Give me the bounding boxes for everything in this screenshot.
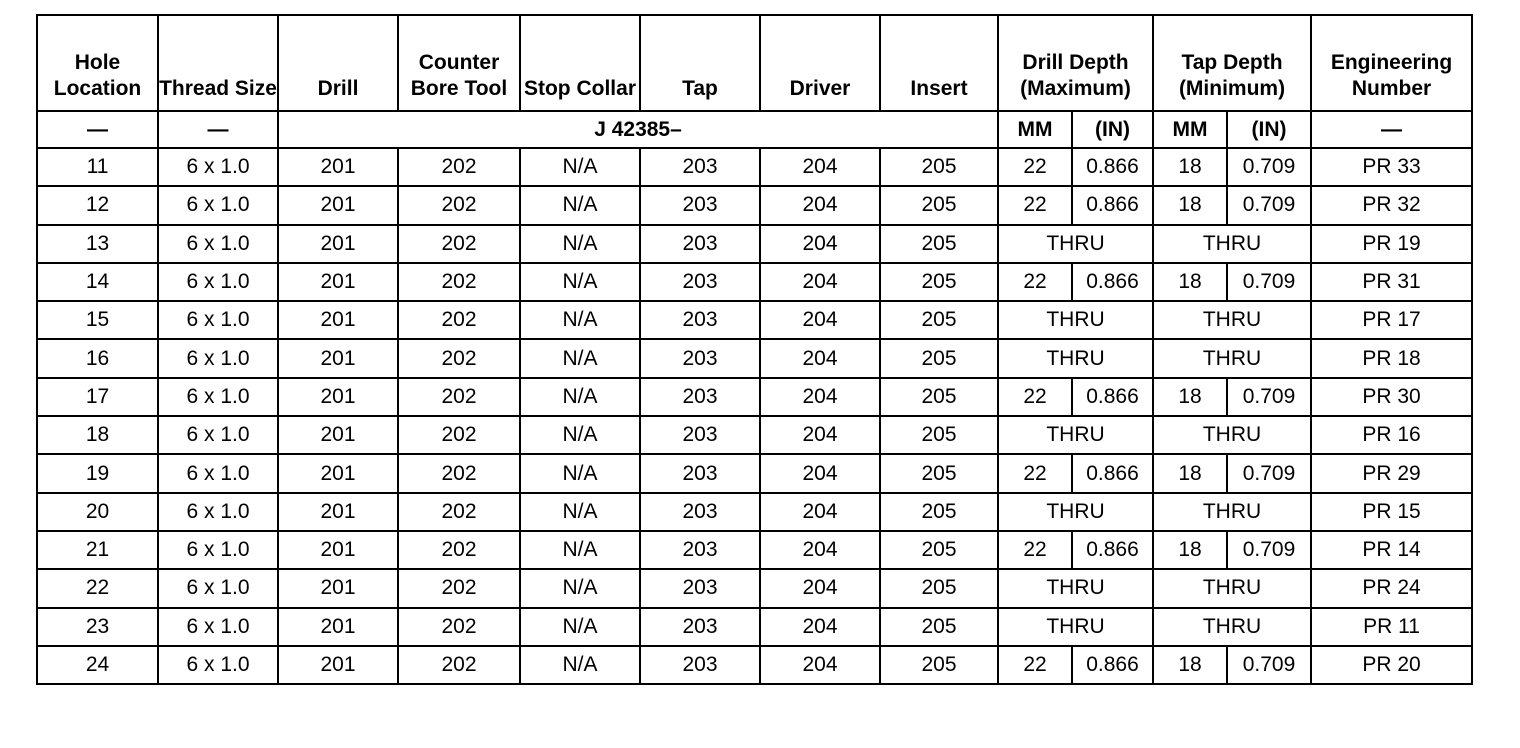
cell-thread-size: 6 x 1.0 (158, 301, 278, 339)
cell-drill: 201 (278, 493, 398, 531)
header-stop-collar: Stop Collar (520, 15, 640, 111)
tool-specification-table (36, 14, 1473, 685)
cell-insert: 205 (880, 186, 998, 224)
cell-driver: 204 (760, 416, 880, 454)
cell-driver: 204 (760, 339, 880, 377)
cell-stop-collar: N/A (520, 378, 640, 416)
cell-driver: 204 (760, 608, 880, 646)
cell-drill-depth-thru: THRU (998, 339, 1153, 377)
cell-stop-collar: N/A (520, 493, 640, 531)
cell-engineering-number: PR 18 (1311, 339, 1472, 377)
cell-engineering-number: PR 30 (1311, 378, 1472, 416)
cell-stop-collar: N/A (520, 416, 640, 454)
cell-tap: 203 (640, 569, 760, 607)
cell-counter-bore-tool: 202 (398, 339, 520, 377)
cell-drill-depth-mm: 22 (998, 186, 1072, 224)
table-row (37, 378, 1472, 416)
cell-insert: 205 (880, 148, 998, 186)
cell-driver: 204 (760, 225, 880, 263)
cell-engineering-number: PR 14 (1311, 531, 1472, 569)
cell-insert: 205 (880, 263, 998, 301)
cell-insert: 205 (880, 493, 998, 531)
cell-drill: 201 (278, 225, 398, 263)
cell-drill: 201 (278, 148, 398, 186)
cell-tap-depth-thru: THRU (1153, 569, 1311, 607)
cell-drill-depth-in: 0.866 (1072, 531, 1153, 569)
header-drill: Drill (278, 15, 398, 111)
cell-insert: 205 (880, 339, 998, 377)
table-row (37, 416, 1472, 454)
cell-insert: 205 (880, 531, 998, 569)
cell-insert: 205 (880, 608, 998, 646)
cell-hole-location: 22 (37, 569, 158, 607)
cell-drill-depth-in: 0.866 (1072, 378, 1153, 416)
cell-drill: 201 (278, 301, 398, 339)
cell-driver: 204 (760, 569, 880, 607)
sub-eng: — (1311, 111, 1472, 148)
cell-stop-collar: N/A (520, 646, 640, 684)
cell-engineering-number: PR 11 (1311, 608, 1472, 646)
sub-tap-in: (IN) (1227, 111, 1311, 148)
cell-tap-depth-thru: THRU (1153, 225, 1311, 263)
cell-driver: 204 (760, 493, 880, 531)
cell-drill-depth-mm: 22 (998, 646, 1072, 684)
cell-driver: 204 (760, 378, 880, 416)
cell-hole-location: 13 (37, 225, 158, 263)
cell-engineering-number: PR 24 (1311, 569, 1472, 607)
cell-tap-depth-in: 0.709 (1227, 186, 1311, 224)
header-insert: Insert (880, 15, 998, 111)
cell-thread-size: 6 x 1.0 (158, 608, 278, 646)
cell-tap-depth-thru: THRU (1153, 416, 1311, 454)
cell-tap-depth-mm: 18 (1153, 646, 1227, 684)
cell-drill-depth-thru: THRU (998, 416, 1153, 454)
cell-hole-location: 18 (37, 416, 158, 454)
cell-counter-bore-tool: 202 (398, 416, 520, 454)
cell-tap: 203 (640, 493, 760, 531)
cell-hole-location: 12 (37, 186, 158, 224)
header-counter-bore-tool: Counter Bore Tool (398, 15, 520, 111)
cell-tap-depth-mm: 18 (1153, 378, 1227, 416)
cell-drill-depth-thru: THRU (998, 225, 1153, 263)
cell-drill-depth-mm: 22 (998, 378, 1072, 416)
cell-hole-location: 24 (37, 646, 158, 684)
cell-driver: 204 (760, 263, 880, 301)
header-engineering-number: Engineering Number (1311, 15, 1472, 111)
cell-engineering-number: PR 32 (1311, 186, 1472, 224)
cell-drill: 201 (278, 263, 398, 301)
cell-tap: 203 (640, 186, 760, 224)
table-row (37, 301, 1472, 339)
cell-insert: 205 (880, 646, 998, 684)
cell-counter-bore-tool: 202 (398, 225, 520, 263)
cell-drill: 201 (278, 416, 398, 454)
table-row (37, 608, 1472, 646)
cell-drill-depth-mm: 22 (998, 454, 1072, 492)
cell-tap: 203 (640, 378, 760, 416)
cell-tap-depth-in: 0.709 (1227, 531, 1311, 569)
cell-drill-depth-in: 0.866 (1072, 148, 1153, 186)
sub-drill-in: (IN) (1072, 111, 1153, 148)
cell-tap-depth-mm: 18 (1153, 454, 1227, 492)
cell-stop-collar: N/A (520, 148, 640, 186)
cell-tap: 203 (640, 454, 760, 492)
cell-thread-size: 6 x 1.0 (158, 416, 278, 454)
cell-counter-bore-tool: 202 (398, 454, 520, 492)
cell-thread-size: 6 x 1.0 (158, 339, 278, 377)
cell-stop-collar: N/A (520, 569, 640, 607)
cell-drill-depth-in: 0.866 (1072, 646, 1153, 684)
cell-drill: 201 (278, 454, 398, 492)
cell-driver: 204 (760, 646, 880, 684)
cell-tap-depth-in: 0.709 (1227, 263, 1311, 301)
cell-stop-collar: N/A (520, 186, 640, 224)
cell-drill-depth-in: 0.866 (1072, 186, 1153, 224)
header-tap-depth: Tap Depth (Minimum) (1153, 15, 1311, 111)
cell-thread-size: 6 x 1.0 (158, 225, 278, 263)
cell-thread-size: 6 x 1.0 (158, 378, 278, 416)
cell-tap-depth-thru: THRU (1153, 493, 1311, 531)
table-row (37, 454, 1472, 492)
cell-hole-location: 11 (37, 148, 158, 186)
sub-hole: — (37, 111, 158, 148)
table-row (37, 646, 1472, 684)
cell-hole-location: 15 (37, 301, 158, 339)
sub-tap-mm: MM (1153, 111, 1227, 148)
cell-stop-collar: N/A (520, 339, 640, 377)
cell-insert: 205 (880, 569, 998, 607)
cell-drill-depth-thru: THRU (998, 569, 1153, 607)
cell-drill-depth-thru: THRU (998, 301, 1153, 339)
cell-engineering-number: PR 16 (1311, 416, 1472, 454)
cell-tap-depth-mm: 18 (1153, 186, 1227, 224)
cell-counter-bore-tool: 202 (398, 608, 520, 646)
subheader-row (37, 111, 1472, 148)
cell-tap: 203 (640, 225, 760, 263)
cell-insert: 205 (880, 378, 998, 416)
cell-drill-depth-in: 0.866 (1072, 263, 1153, 301)
cell-drill-depth-thru: THRU (998, 493, 1153, 531)
cell-engineering-number: PR 17 (1311, 301, 1472, 339)
cell-stop-collar: N/A (520, 608, 640, 646)
sub-drill-mm: MM (998, 111, 1072, 148)
cell-hole-location: 20 (37, 493, 158, 531)
cell-tap-depth-in: 0.709 (1227, 454, 1311, 492)
cell-driver: 204 (760, 454, 880, 492)
table-row (37, 225, 1472, 263)
cell-thread-size: 6 x 1.0 (158, 493, 278, 531)
cell-insert: 205 (880, 416, 998, 454)
cell-tap-depth-mm: 18 (1153, 531, 1227, 569)
cell-counter-bore-tool: 202 (398, 569, 520, 607)
cell-drill-depth-mm: 22 (998, 531, 1072, 569)
cell-tap-depth-thru: THRU (1153, 301, 1311, 339)
cell-insert: 205 (880, 225, 998, 263)
cell-engineering-number: PR 29 (1311, 454, 1472, 492)
cell-driver: 204 (760, 531, 880, 569)
cell-driver: 204 (760, 148, 880, 186)
cell-counter-bore-tool: 202 (398, 148, 520, 186)
cell-counter-bore-tool: 202 (398, 186, 520, 224)
cell-insert: 205 (880, 301, 998, 339)
sub-thread: — (158, 111, 278, 148)
cell-engineering-number: PR 19 (1311, 225, 1472, 263)
cell-engineering-number: PR 15 (1311, 493, 1472, 531)
cell-drill: 201 (278, 646, 398, 684)
cell-drill-depth-in: 0.866 (1072, 454, 1153, 492)
cell-stop-collar: N/A (520, 263, 640, 301)
cell-tap: 203 (640, 608, 760, 646)
cell-engineering-number: PR 33 (1311, 148, 1472, 186)
header-drill-depth: Drill Depth (Maximum) (998, 15, 1153, 111)
cell-hole-location: 23 (37, 608, 158, 646)
cell-engineering-number: PR 20 (1311, 646, 1472, 684)
cell-driver: 204 (760, 301, 880, 339)
cell-tap: 203 (640, 339, 760, 377)
cell-stop-collar: N/A (520, 225, 640, 263)
cell-engineering-number: PR 31 (1311, 263, 1472, 301)
cell-insert: 205 (880, 454, 998, 492)
cell-drill: 201 (278, 608, 398, 646)
cell-counter-bore-tool: 202 (398, 263, 520, 301)
cell-drill-depth-thru: THRU (998, 608, 1153, 646)
cell-tap: 203 (640, 646, 760, 684)
cell-tap-depth-in: 0.709 (1227, 378, 1311, 416)
cell-tap-depth-in: 0.709 (1227, 646, 1311, 684)
header-driver: Driver (760, 15, 880, 111)
cell-hole-location: 16 (37, 339, 158, 377)
cell-thread-size: 6 x 1.0 (158, 531, 278, 569)
cell-tap-depth-thru: THRU (1153, 339, 1311, 377)
cell-thread-size: 6 x 1.0 (158, 646, 278, 684)
header-tap: Tap (640, 15, 760, 111)
table-row (37, 569, 1472, 607)
cell-stop-collar: N/A (520, 301, 640, 339)
cell-thread-size: 6 x 1.0 (158, 263, 278, 301)
cell-tap: 203 (640, 301, 760, 339)
table-row (37, 493, 1472, 531)
cell-drill: 201 (278, 378, 398, 416)
cell-drill: 201 (278, 186, 398, 224)
cell-stop-collar: N/A (520, 531, 640, 569)
cell-drill: 201 (278, 339, 398, 377)
header-row (37, 15, 1472, 111)
cell-drill-depth-mm: 22 (998, 148, 1072, 186)
cell-hole-location: 21 (37, 531, 158, 569)
table-row (37, 339, 1472, 377)
cell-drill: 201 (278, 569, 398, 607)
cell-tap: 203 (640, 263, 760, 301)
table-row (37, 263, 1472, 301)
cell-counter-bore-tool: 202 (398, 646, 520, 684)
cell-counter-bore-tool: 202 (398, 493, 520, 531)
cell-drill-depth-mm: 22 (998, 263, 1072, 301)
cell-tap-depth-mm: 18 (1153, 263, 1227, 301)
cell-counter-bore-tool: 202 (398, 378, 520, 416)
cell-tap-depth-thru: THRU (1153, 608, 1311, 646)
cell-tap: 203 (640, 531, 760, 569)
cell-hole-location: 19 (37, 454, 158, 492)
cell-tap: 203 (640, 148, 760, 186)
cell-counter-bore-tool: 202 (398, 531, 520, 569)
cell-thread-size: 6 x 1.0 (158, 186, 278, 224)
header-thread-size: Thread Size (158, 15, 278, 111)
header-hole-location: Hole Location (37, 15, 158, 111)
cell-stop-collar: N/A (520, 454, 640, 492)
cell-tap-depth-mm: 18 (1153, 148, 1227, 186)
table-row (37, 531, 1472, 569)
cell-tap: 203 (640, 416, 760, 454)
sub-tool-number: J 42385– (278, 111, 998, 148)
table-row (37, 148, 1472, 186)
cell-thread-size: 6 x 1.0 (158, 148, 278, 186)
table-row (37, 186, 1472, 224)
cell-hole-location: 14 (37, 263, 158, 301)
cell-tap-depth-in: 0.709 (1227, 148, 1311, 186)
cell-hole-location: 17 (37, 378, 158, 416)
cell-drill: 201 (278, 531, 398, 569)
cell-driver: 204 (760, 186, 880, 224)
cell-thread-size: 6 x 1.0 (158, 454, 278, 492)
cell-counter-bore-tool: 202 (398, 301, 520, 339)
cell-thread-size: 6 x 1.0 (158, 569, 278, 607)
